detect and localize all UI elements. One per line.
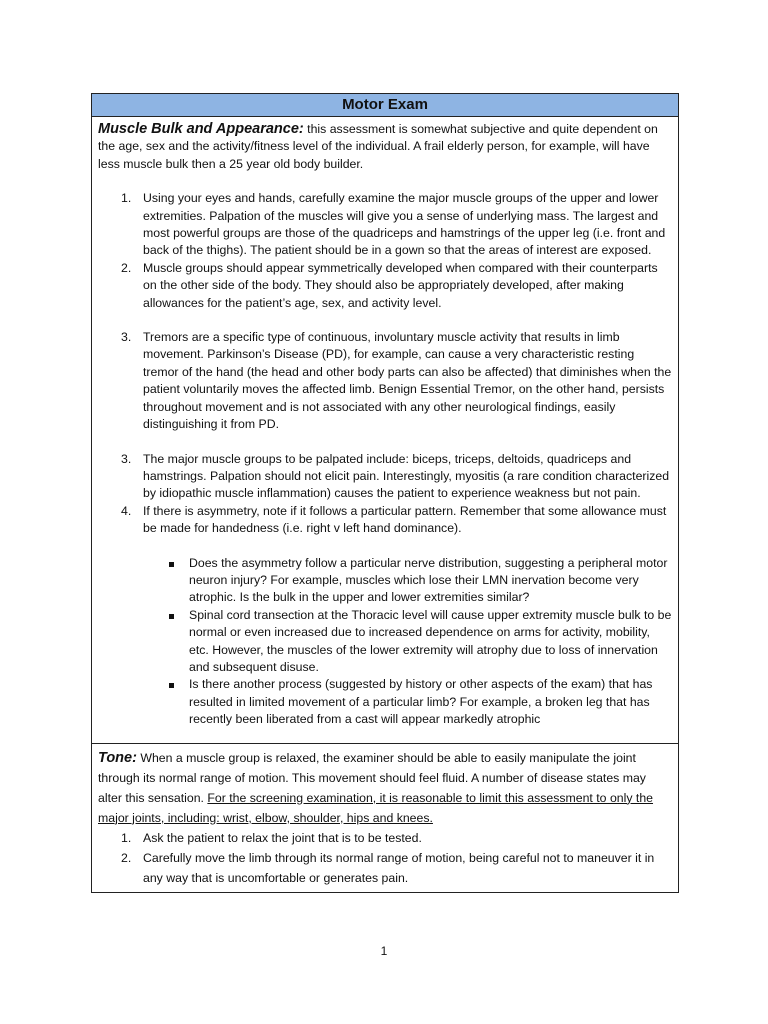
list-number: 3. — [121, 451, 132, 466]
tone-intro-text: When a muscle group is relaxed, the examiner should be able to easily manipulate the joint through its normal range of motion. This movement should feel fluid. A number of disease states may alter this sensation. — [98, 750, 646, 805]
bullet-item — [98, 555, 672, 607]
table-title: Motor Exam — [92, 94, 678, 117]
tone-heading: Tone: — [98, 749, 137, 766]
list-number: 2. — [121, 850, 132, 865]
list-text: The major muscle groups to be palpated include: biceps, triceps, deltoids, quadriceps and hamstrings. Palpation should not elicit pain. Interestingly, myositis (a rare condition characterized by idiopathic muscle inflammation) causes the patient to experience weakness but not pain. — [143, 451, 670, 501]
list-number: 1. — [121, 191, 132, 206]
bullet-text: Spinal cord transection at the Thoracic level will cause upper extremity muscle bulk to be normal or even increased due to increased dependence on arms for activity, mobility, etc. However, the muscles of the lower extremity will atrophy due to loss of innervation and subsequent disuse. — [189, 607, 672, 674]
page-number: 1 — [380, 944, 388, 958]
bullet-text: Is there another process (suggested by history or other aspects of the exam) that has resulted in limited movement of a particular limb? For example, a broken leg that has recently been liberated from a cast will appear markedly atrophic — [189, 677, 653, 727]
list-text: Tremors are a specific type of continuous, involuntary muscle activity that results in limb movement. Parkinson’s Disease (PD), for example, can cause a very characteristic resting tremor of the hand (the head and other body parts can also be affected) that diminishes when the patient voluntarily moves the affected limb. Benign Essential Tremor, on the other hand, persists throughout movement and is not associated with any other neurological findings, easily distinguishing it from PD. — [143, 330, 672, 432]
list-number: 1. — [121, 830, 132, 845]
muscle-bulk-section — [92, 117, 678, 743]
bullet-icon — [169, 562, 174, 567]
list-item — [98, 828, 672, 848]
tone-section — [92, 743, 678, 892]
list-text: If there is asymmetry, note if it follows a particular pattern. Remember that some allowance must be made for handedness (i.e. right v left hand dominance). — [143, 503, 667, 536]
list-item — [98, 451, 672, 503]
tone-intro — [98, 748, 672, 828]
bullet-item — [98, 676, 672, 728]
tone-underlined-text: For the screening examination, it is reasonable to limit this assessment to only the major joints, including: wrist, elbow, shoulder, hips and knees. — [98, 790, 654, 825]
bullet-icon — [169, 683, 174, 688]
list-item — [98, 848, 672, 888]
list-number: 3. — [121, 330, 132, 345]
muscle-bulk-heading: Muscle Bulk and Appearance: — [98, 121, 304, 137]
list-text: Ask the patient to relax the joint that is to be tested. — [143, 830, 422, 845]
list-item — [98, 503, 672, 538]
list-item — [98, 329, 672, 433]
list-item — [98, 190, 672, 260]
bullet-icon — [169, 614, 174, 619]
bullet-text: Does the asymmetry follow a particular nerve distribution, suggesting a peripheral motor neuron injury? For example, muscles which lose their LMN inervation become very atrophic. Is the bulk in the upper and lower extremities similar? — [189, 555, 668, 605]
bullet-item — [98, 607, 672, 677]
list-text: Carefully move the limb through its normal range of motion, being careful not to maneuver it in any way that is uncomfortable or generates pain. — [143, 850, 655, 885]
muscle-bulk-intro-text: this assessment is somewhat subjective and quite dependent on the age, sex and the activity/fitness level of the individual. A frail elderly person, for example, will have less muscle bulk then a 25 year old body builder. — [98, 122, 658, 171]
list-text: Muscle groups should appear symmetrically developed when compared with their counterparts on the other side of the body. They should also be appropriately developed, after making allowances for the patient’s age, sex, and activity level. — [143, 260, 658, 310]
list-number: 2. — [121, 260, 132, 275]
motor-exam-table — [91, 93, 679, 893]
list-item — [98, 260, 672, 312]
list-text: Using your eyes and hands, carefully examine the major muscle groups of the upper and lower extremities. Palpation of the muscles will give you a sense of underlying mass. The largest and most powerful groups are those of the quadriceps and hamstrings of the upper leg (i.e. front and back of the thighs). The patient should be in a gown so that the areas of interest are exposed. — [143, 191, 666, 258]
list-number: 4. — [121, 503, 132, 518]
muscle-bulk-intro — [98, 121, 672, 173]
